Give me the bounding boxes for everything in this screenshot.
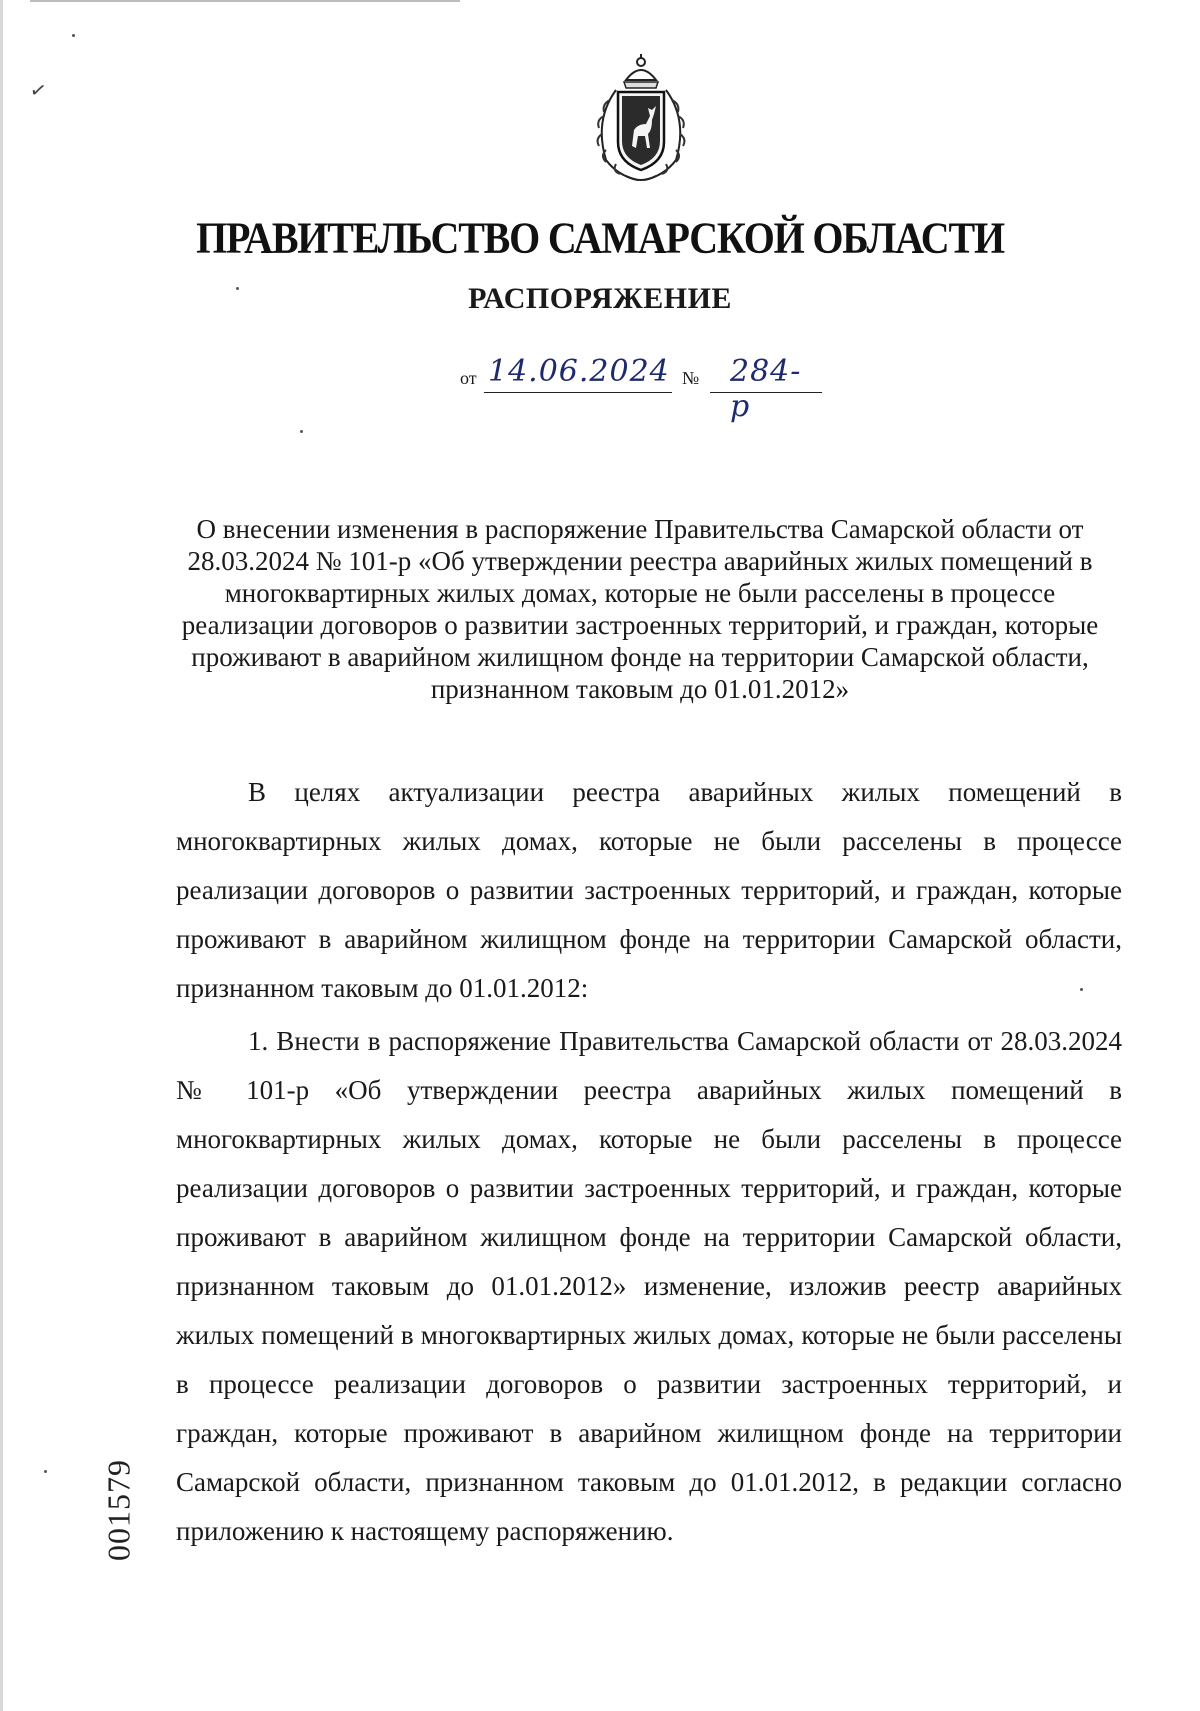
document-subject: О внесении изменения в распоряжение Правительства Самарской области от 28.03.2024 № 101-р «Об утверждении реестра аварийных жилых помещений в многоквартирных жилых домах, которые не были расселены в процессе реализации договоров о развитии застроенных территорий, и граждан, которые проживают в аварийном жилищном фонде на территории Самарской области, признанном таковым до 01.01.2012» (181, 514, 1099, 704)
checkmark-icon: ✓ (28, 76, 49, 104)
number-prefix: № (682, 368, 700, 388)
samara-coat-of-arms-icon (586, 50, 696, 186)
date-prefix: от (460, 368, 477, 388)
scan-top-line (30, 0, 460, 2)
preamble-paragraph: В целях актуализации реестра аварийных жилых помещений в многоквартирных жилых домах, которые не были расселены в процессе реализации договоров о развитии застроенных территорий, и граждан, которые проживают в аварийном жилищном фонде на территории Самарской области, признанном таковым до 01.01.2012: (176, 777, 1122, 1003)
item-1-paragraph: 1. Внести в распоряжение Правительства Самарской области от 28.03.2024 № 101-р «Об утверждении реестра аварийных жилых помещений в многоквартирных жилых домах, которые не были расселены в процессе реализации договоров о развитии застроенных территорий, и граждан, которые проживают в аварийном жилищном фонде на территории Самарской области, признанном таковым до 01.01.2012» изменение, изложив реестр аварийных жилых помещений в многоквартирных жилых домах, которые не были расселены в процессе реализации договоров о развитии застроенных территорий, и граждан, которые проживают в аварийном жилищном фонде на территории Самарской области, признанном таковым до 01.01.2012, в редакции согласно приложению к настоящему распоряжению. (176, 1026, 1122, 1546)
margin-stamp-number: 001579 (100, 1459, 137, 1561)
handwritten-number: 284-р (730, 354, 802, 424)
scan-speck (300, 430, 303, 433)
handwritten-date: 14.06.2024 (488, 354, 670, 389)
date-underline (484, 392, 672, 393)
scan-speck (44, 1470, 47, 1473)
document-type: РАСПОРЯЖЕНИЕ (468, 282, 732, 315)
government-title: ПРАВИТЕЛЬСТВО САМАРСКОЙ ОБЛАСТИ (196, 212, 1004, 263)
scan-speck (72, 34, 75, 37)
